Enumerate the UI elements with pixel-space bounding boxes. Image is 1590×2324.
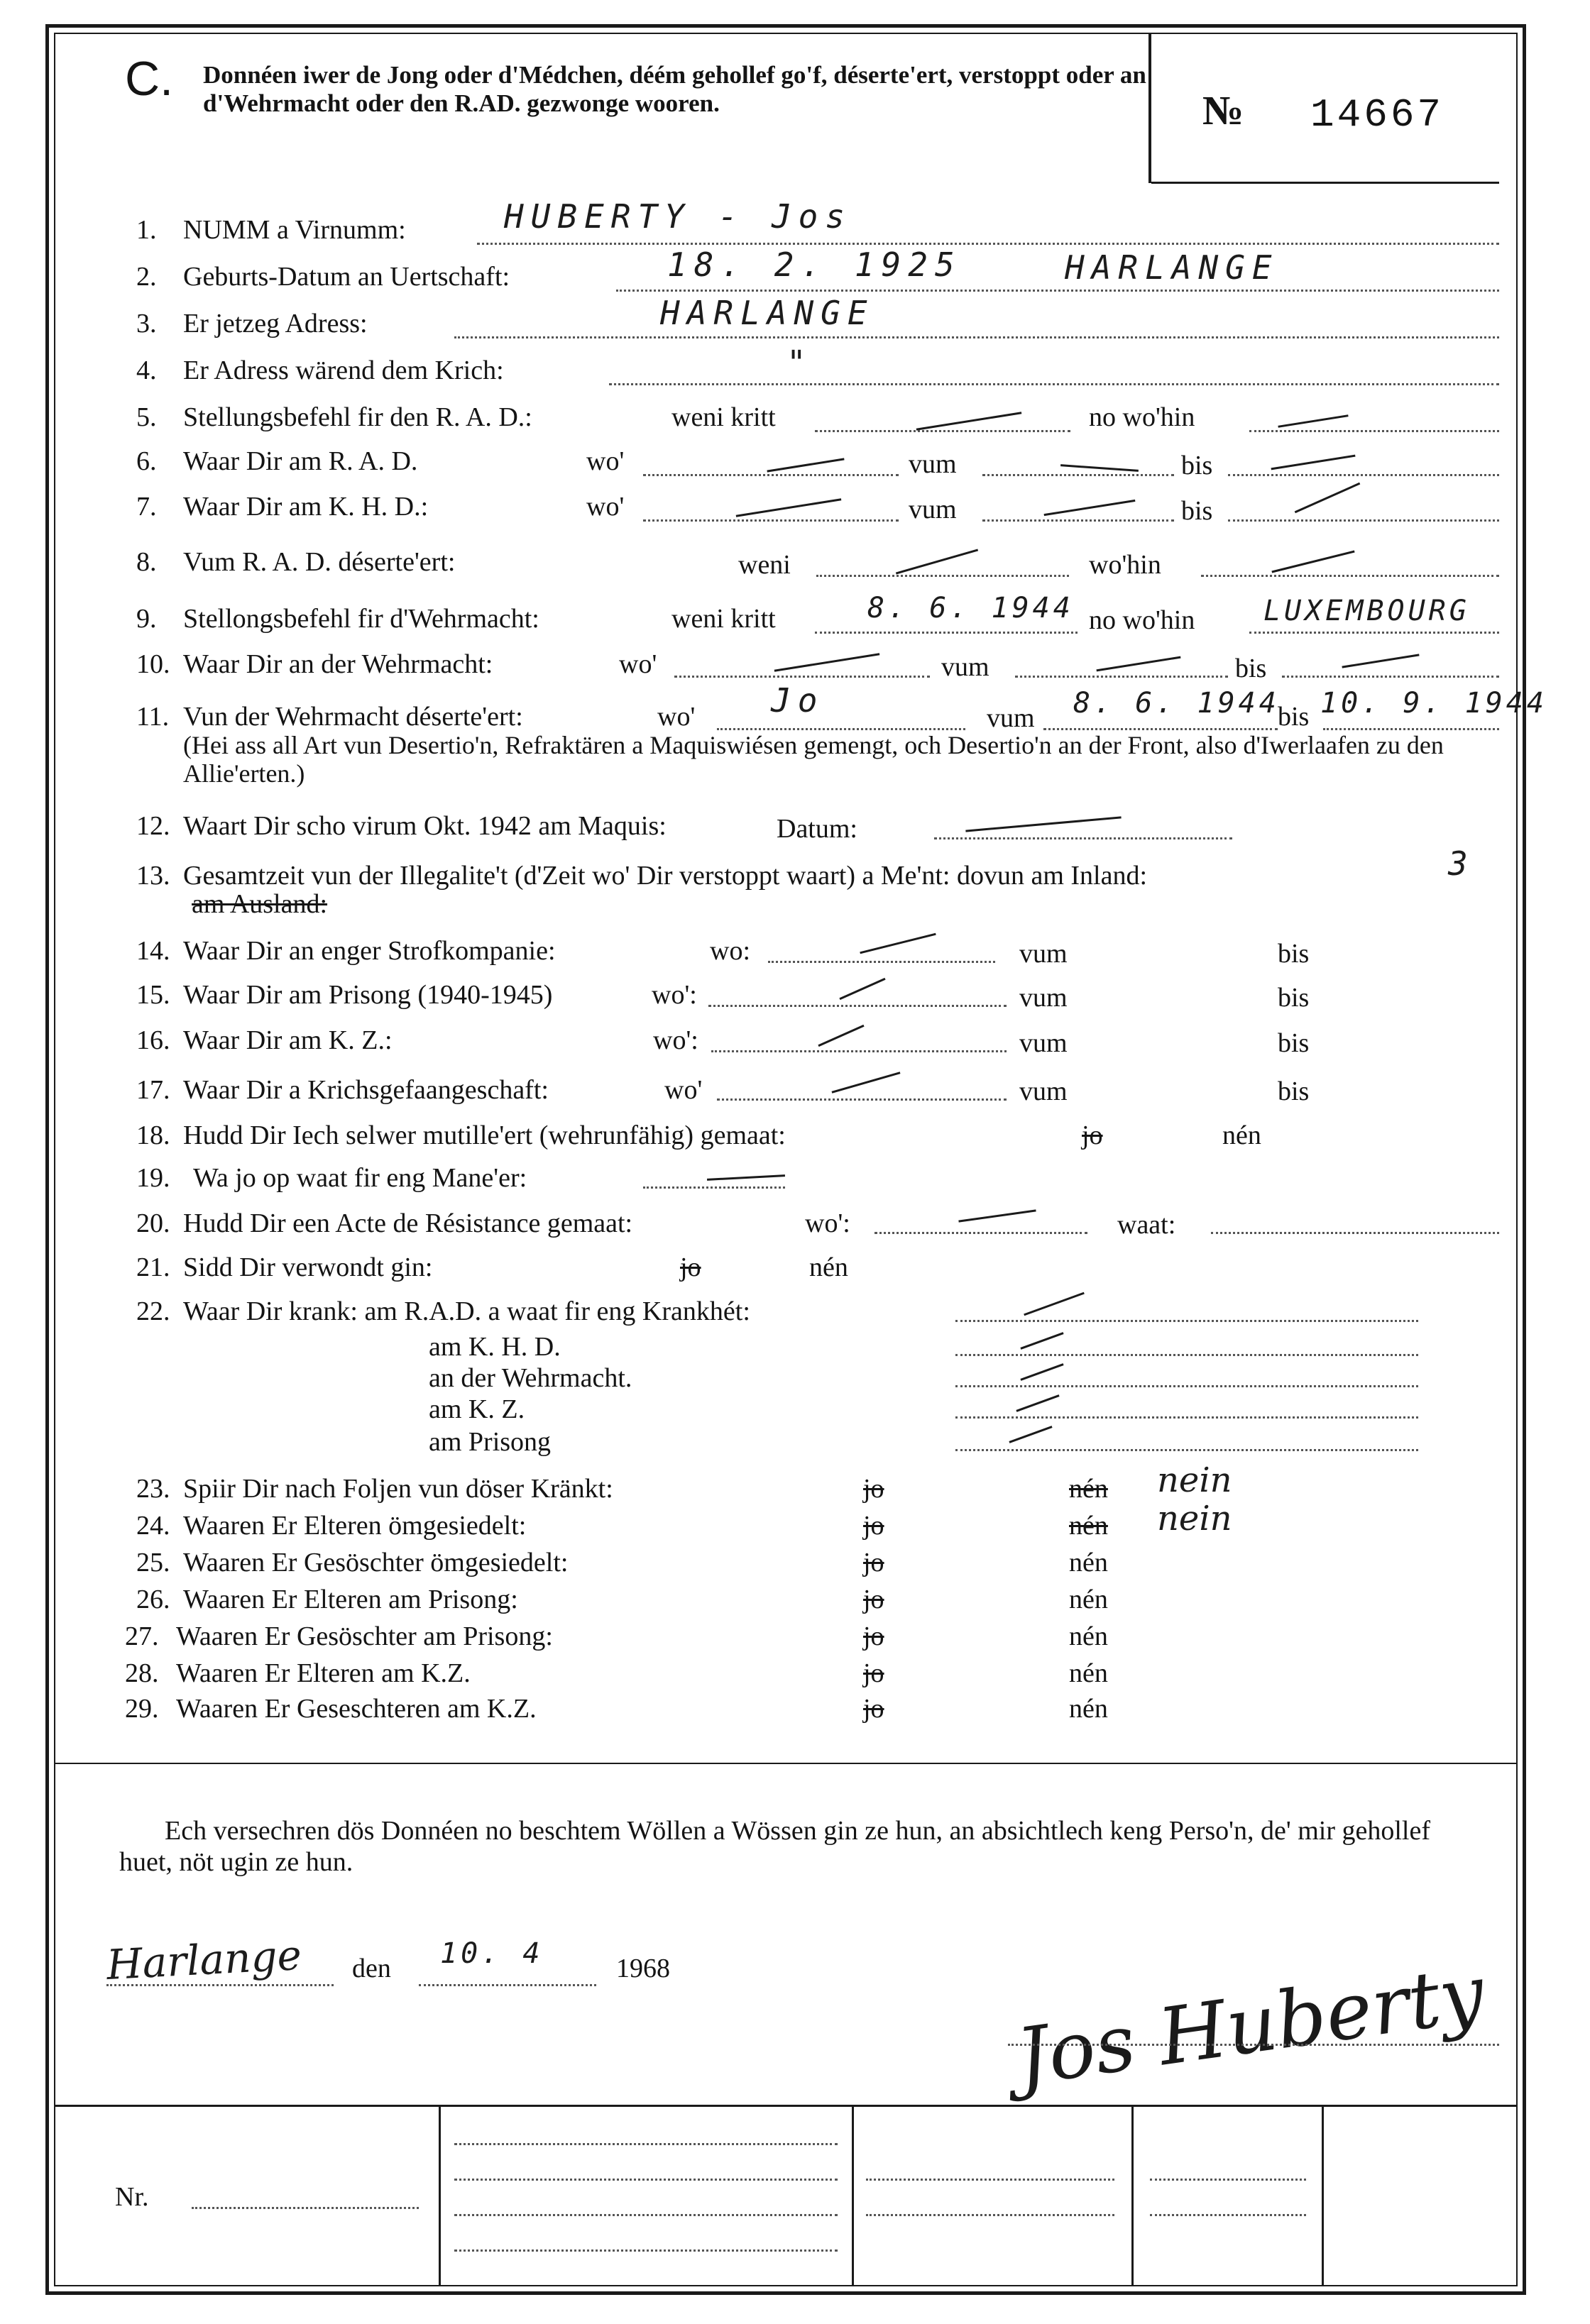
header-title: Donnéen iwer de Jong oder d'Médchen, déém gehollef go'f, déserte'ert, verstoppt oder an d'Wehrmacht oder den R.AD. gezwonge wooren. xyxy=(203,61,1146,117)
dotted-line xyxy=(982,519,1174,522)
item-sublabel: wo' xyxy=(657,702,696,732)
item-sublabel: vum xyxy=(987,703,1035,733)
item-option-no: nén xyxy=(1069,1585,1108,1614)
dotted-line xyxy=(866,2214,1114,2216)
item-sublabel: waat: xyxy=(1117,1210,1176,1240)
item-sublabel: bis xyxy=(1278,983,1310,1013)
item-sublabel: bis xyxy=(1278,939,1310,969)
dotted-line xyxy=(454,2143,838,2145)
dotted-line xyxy=(1249,632,1499,634)
dotted-line xyxy=(955,1449,1418,1451)
item-sublabel: no wo'hin xyxy=(1089,605,1195,635)
item-number: 10. xyxy=(136,649,170,679)
item-number: 21. xyxy=(136,1252,170,1282)
item-number: 6. xyxy=(136,446,157,476)
handwritten-answer: nein xyxy=(1157,1460,1232,1500)
item-number: 20. xyxy=(136,1208,170,1238)
item-option-no: nén xyxy=(1069,1694,1108,1724)
dotted-line xyxy=(874,1232,1087,1234)
handwritten-answer: nein xyxy=(1157,1499,1232,1538)
dotted-line xyxy=(674,676,930,678)
item-label: Waar Dir am R. A. D. xyxy=(183,446,418,476)
item-number: 11. xyxy=(136,702,170,732)
item-sublabel: wo' xyxy=(619,649,657,679)
dotted-line xyxy=(1249,430,1499,432)
item-number: 23. xyxy=(136,1474,170,1504)
item-number: 17. xyxy=(136,1075,170,1105)
dotted-line xyxy=(955,1385,1418,1387)
item-label: Hudd Dir een Acte de Résistance gemaat: xyxy=(183,1208,633,1238)
handwritten-months: 3 xyxy=(1448,844,1475,883)
handwritten-date: 10. 4 xyxy=(440,1937,544,1970)
dotted-line xyxy=(866,2179,1114,2181)
item-option-yes: jo xyxy=(863,1474,884,1504)
dotted-line xyxy=(477,243,1499,245)
dotted-line xyxy=(609,383,1499,385)
item-sublabel: am Ausland: xyxy=(192,889,328,919)
item-label: Gesamtzeit vun der Illegalite't (d'Zeit wo' Dir verstoppt waart) a Me'nt: dovun am Inland: xyxy=(183,861,1148,891)
item-option-yes: jo xyxy=(863,1658,884,1688)
handwritten-place: Harlange xyxy=(105,1930,303,1990)
item-option-no: nén xyxy=(1069,1474,1108,1504)
item-option-no: nén xyxy=(1222,1120,1261,1150)
item-label: Waar Dir am K. H. D.: xyxy=(183,492,429,522)
item-option-yes: jo xyxy=(1082,1120,1103,1150)
nr-label: Nr. xyxy=(115,2182,149,2212)
item-option-no: nén xyxy=(1069,1658,1108,1688)
year-label: 1968 xyxy=(616,1954,670,1983)
item-number: 18. xyxy=(136,1120,170,1150)
dotted-line xyxy=(768,961,995,963)
item-number: 7. xyxy=(136,492,157,522)
dotted-line xyxy=(934,837,1232,839)
item-label: Waar Dir am K. Z.: xyxy=(183,1025,393,1055)
dotted-line xyxy=(717,1098,1007,1101)
item22-sub-label: an der Wehrmacht. xyxy=(429,1363,632,1393)
item-label: Waar Dir a Krichsgefaangeschaft: xyxy=(183,1075,549,1105)
footer-divider xyxy=(1322,2105,1324,2286)
dotted-line xyxy=(643,474,899,476)
dotted-line xyxy=(1211,1232,1499,1234)
dotted-line xyxy=(1043,728,1278,730)
item-option-yes: jo xyxy=(863,1585,884,1614)
handwritten-ditto: " xyxy=(786,343,813,382)
handwritten-desertion-from: 8. 6. 1944 xyxy=(1073,687,1280,720)
item-sublabel: wo: xyxy=(710,936,750,966)
handwritten-order-place: LUXEMBOURG xyxy=(1263,595,1470,627)
item-number: 12. xyxy=(136,811,170,841)
dotted-line xyxy=(643,519,899,522)
item-number: 28. xyxy=(125,1658,159,1688)
item-label: Geburts-Datum an Uertschaft: xyxy=(183,262,510,292)
item-sublabel: bis xyxy=(1181,451,1213,480)
item-sublabel: vum xyxy=(909,449,957,479)
item-number: 24. xyxy=(136,1511,170,1541)
handwritten-birth-date: 18. 2. 1925 xyxy=(667,246,962,284)
footer-divider xyxy=(439,2105,441,2286)
item-number: 19. xyxy=(136,1163,170,1193)
dotted-line xyxy=(643,1186,785,1189)
item-number: 3. xyxy=(136,309,157,338)
item-label: Waaren Er Gesöschter am Prisong: xyxy=(176,1621,553,1651)
item-sublabel: bis xyxy=(1235,654,1267,683)
item-label: Waar Dir an enger Strofkompanie: xyxy=(183,936,556,966)
item-sublabel: wo': xyxy=(805,1208,850,1238)
item-sublabel: wo': xyxy=(652,980,697,1010)
item-option-yes: jo xyxy=(863,1511,884,1541)
item-number: 15. xyxy=(136,980,170,1010)
item-label: Waar Dir am Prisong (1940-1945) xyxy=(183,980,553,1010)
dotted-line xyxy=(454,2249,838,2252)
header-divider xyxy=(1148,33,1151,183)
item-number: 25. xyxy=(136,1548,170,1577)
item-option-yes: jo xyxy=(863,1694,884,1724)
dotted-line xyxy=(708,1005,1007,1007)
item-sublabel: wo': xyxy=(653,1025,698,1055)
item-sublabel: weni kritt xyxy=(671,604,776,634)
handwritten-order-date: 8. 6. 1944 xyxy=(867,592,1074,624)
form-number: 14667 xyxy=(1310,92,1444,138)
item-label: Er jetzeg Adress: xyxy=(183,309,368,338)
item-label: Waaren Er Geseschteren am K.Z. xyxy=(176,1694,537,1724)
item-label: Waar Dir krank: am R.A.D. a waat fir eng Krankhét: xyxy=(183,1296,750,1326)
section-rule xyxy=(54,1763,1518,1764)
item-option-no: nén xyxy=(1069,1621,1108,1651)
handwritten-desertion-place: Jo xyxy=(771,681,825,720)
footer-divider xyxy=(1131,2105,1134,2286)
footer-rule xyxy=(54,2105,1518,2107)
dotted-line xyxy=(1323,728,1499,730)
item-label: Er Adress wärend dem Krich: xyxy=(183,356,504,385)
dotted-line xyxy=(454,2179,838,2181)
item-option-no: nén xyxy=(809,1252,848,1282)
item-label: Wa jo op waat fir eng Mane'er: xyxy=(193,1163,527,1193)
dotted-line xyxy=(454,2214,838,2216)
item-number: 9. xyxy=(136,604,157,634)
dotted-line xyxy=(106,1984,334,1986)
item-sublabel: wo' xyxy=(664,1075,703,1105)
dotted-line xyxy=(955,1320,1418,1322)
number-sign: № xyxy=(1202,87,1244,133)
handwritten-name: HUBERTY - Jos xyxy=(504,197,852,236)
section-letter: C. xyxy=(125,52,173,106)
header-rule xyxy=(1151,182,1499,184)
dotted-line xyxy=(192,2207,419,2209)
item-number: 14. xyxy=(136,936,170,966)
item-sublabel: vum xyxy=(941,652,989,682)
item-sublabel: vum xyxy=(1019,1028,1068,1058)
item-sublabel: no wo'hin xyxy=(1089,402,1195,432)
dotted-line xyxy=(711,1050,1007,1052)
dotted-line xyxy=(616,290,1499,292)
item-number: 5. xyxy=(136,402,157,432)
item-sublabel: weni xyxy=(738,550,791,580)
item-sublabel: bis xyxy=(1278,702,1310,732)
item-sublabel: wo' xyxy=(586,446,625,476)
handwritten-address: HARLANGE xyxy=(660,294,874,332)
item-label: Waaren Er Gesöschter ömgesiedelt: xyxy=(183,1548,569,1577)
dotted-line xyxy=(815,632,1078,634)
item-label: Waaren Er Elteren am K.Z. xyxy=(176,1658,471,1688)
footer-divider xyxy=(852,2105,854,2286)
item-number: 8. xyxy=(136,547,157,577)
item-label: NUMM a Virnumm: xyxy=(183,215,406,245)
item-number: 26. xyxy=(136,1585,170,1614)
item-sublabel: bis xyxy=(1278,1028,1310,1058)
handwritten-birth-place: HARLANGE xyxy=(1065,248,1279,287)
item-option-no: nén xyxy=(1069,1548,1108,1577)
handwritten-desertion-to: 10. 9. 1944 xyxy=(1320,687,1547,720)
item-option-yes: jo xyxy=(863,1548,884,1577)
item-sublabel: vum xyxy=(1019,983,1068,1013)
item-label: Vum R. A. D. déserte'ert: xyxy=(183,547,456,577)
item-option-yes: jo xyxy=(863,1621,884,1651)
den-label: den xyxy=(352,1954,391,1983)
item11-note: (Hei ass all Art vun Desertio'n, Refraktären a Maquiswiésen gemengt, och Desertio'n an der Front, also d'Iwerlaafen zu den Allie'erten.) xyxy=(183,731,1444,788)
item-sublabel: wo' xyxy=(586,492,625,522)
item-label: Sidd Dir verwondt gin: xyxy=(183,1252,433,1282)
dotted-line xyxy=(955,1354,1418,1356)
item-label: Vun der Wehrmacht déserte'ert: xyxy=(183,702,523,732)
item22-sub-label: am Prisong xyxy=(429,1427,552,1457)
item-number: 27. xyxy=(125,1621,159,1651)
item-sublabel: bis xyxy=(1278,1076,1310,1106)
item-sublabel: weni kritt xyxy=(671,402,776,432)
dotted-line xyxy=(1282,676,1499,678)
item-sublabel: vum xyxy=(1019,1076,1068,1106)
item-sublabel: vum xyxy=(1019,939,1068,969)
item-option-no: nén xyxy=(1069,1511,1108,1541)
item-sublabel: wo'hin xyxy=(1089,550,1161,580)
dotted-line xyxy=(815,430,1070,432)
item-label: Stellungsbefehl fir den R. A. D.: xyxy=(183,402,532,432)
item-label: Waaren Er Elteren ömgesiedelt: xyxy=(183,1511,527,1541)
dotted-line xyxy=(816,575,1069,577)
item-number: 2. xyxy=(136,262,157,292)
item-number: 22. xyxy=(136,1296,170,1326)
item-label: Spiir Dir nach Foljen vun döser Kränkt: xyxy=(183,1474,613,1504)
dotted-line xyxy=(1150,2179,1306,2181)
item-number: 29. xyxy=(125,1694,159,1724)
dotted-line xyxy=(1150,2214,1306,2216)
item-sublabel: Datum: xyxy=(777,814,857,844)
item-label: Waaren Er Elteren am Prisong: xyxy=(183,1585,518,1614)
dotted-line xyxy=(419,1984,596,1986)
item-sublabel: vum xyxy=(909,495,957,524)
dotted-line xyxy=(1201,575,1499,577)
dotted-line xyxy=(454,336,1499,338)
item-number: 16. xyxy=(136,1025,170,1055)
dotted-line xyxy=(955,1416,1418,1419)
dotted-line xyxy=(1015,676,1228,678)
item-sublabel: bis xyxy=(1181,496,1213,526)
item22-sub-label: am K. Z. xyxy=(429,1394,525,1424)
item-label: Stellongsbefehl fir d'Wehrmacht: xyxy=(183,604,539,634)
dotted-line xyxy=(982,474,1174,476)
declaration-text: Ech versechren dös Donnéen no beschtem Wöllen a Wössen gin ze hun, an absichtlech keng Perso'n, de' mir gehollef huet, nöt ugin ze hun. xyxy=(119,1816,1430,1877)
item-label: Hudd Dir Iech selwer mutille'ert (wehrunfähig) gemaat: xyxy=(183,1120,786,1150)
item-number: 13. xyxy=(136,861,170,891)
signature: Jos Huberty xyxy=(1011,1947,1490,2103)
signature-line xyxy=(1008,2044,1499,2046)
dotted-line xyxy=(717,728,965,730)
dotted-line xyxy=(1228,519,1499,522)
item-number: 4. xyxy=(136,356,157,385)
item-number: 1. xyxy=(136,215,157,245)
item-label: Waar Dir an der Wehrmacht: xyxy=(183,649,493,679)
item-option-yes: jo xyxy=(680,1252,701,1282)
dotted-line xyxy=(1228,474,1499,476)
item-label: Waart Dir scho virum Okt. 1942 am Maquis: xyxy=(183,811,667,841)
item22-sub-label: am K. H. D. xyxy=(429,1332,561,1362)
